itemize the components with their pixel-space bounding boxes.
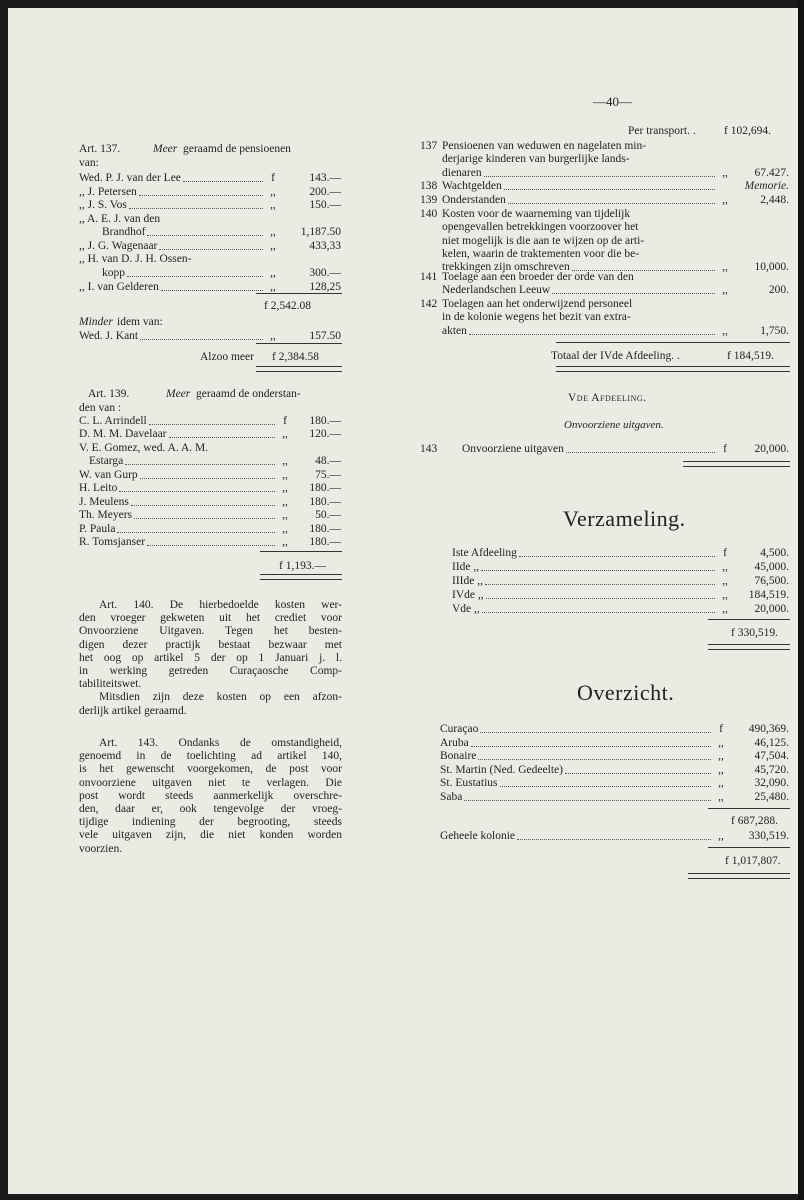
art139-double-rule [260, 574, 342, 580]
geheele-amount: 330,519. [748, 830, 789, 842]
afdeeling5-title: Vde Afdeeling. [568, 392, 647, 404]
art137-row-2-leader [129, 208, 263, 209]
item-137-row [442, 167, 789, 180]
overzicht-row-3-label: St. Martin (Ned. Gedeelte) [440, 764, 563, 776]
art139-row-1-leader [169, 437, 275, 438]
art137-total-amount: f 2,384.58 [272, 351, 319, 363]
transport-amount: f 102,694. [724, 125, 771, 137]
art137-minder-row [79, 330, 341, 343]
art139-intro-c: geraamd de onderstan- [196, 388, 301, 400]
item-138-leader [504, 189, 715, 190]
item-138-row [442, 180, 789, 193]
art139-row-1-amount: 120.— [309, 428, 341, 440]
art137-row-0 [79, 172, 341, 185]
art137-row-1-amount: 200.— [309, 186, 341, 198]
overzicht-row-0-amount: 490,369. [748, 723, 789, 735]
item-142-number: 142 [420, 298, 438, 310]
verzameling-row-4-leader [482, 612, 715, 613]
item-140-number: 140 [420, 208, 438, 220]
art137-row-2-amount: 150.— [309, 199, 341, 211]
item-139-leader [508, 203, 715, 204]
overzicht-row-0-label: Curaçao [440, 723, 479, 735]
overzicht-row-0-currency: f [719, 723, 723, 735]
verzameling-row-2-label: IIIde ,, [452, 575, 483, 587]
art137-minder-row-amount: 157.50 [309, 330, 341, 342]
art139-row-1-currency: ,, [282, 428, 288, 440]
verzameling-total: f 330,519. [731, 627, 778, 639]
overzicht-row-2-amount: 47,504. [754, 750, 789, 762]
art137-minder-row-leader [140, 339, 263, 340]
art143-line-5: den, daar er, ook tengevolge der vroeg- [79, 803, 342, 816]
art137-row-1-leader [139, 195, 263, 196]
verzameling-row-1-amount: 45,000. [754, 561, 789, 573]
art137-row-7 [102, 267, 341, 280]
art137-row-4-leader [147, 235, 263, 236]
art143-line-2: is het gewenscht voorgekomen, de post voor [79, 763, 342, 776]
item-138-amount: Memorie. [744, 180, 789, 192]
item-137-line-1: derjarige kinderen van burgerlijke lands- [442, 153, 630, 166]
verzameling-row-0-label: Iste Afdeeling [452, 547, 517, 559]
art139-row-1-label: D. M. M. Davelaar [79, 428, 167, 440]
verzameling-title: Verzameling. [563, 506, 686, 531]
art137-sum-rule [256, 293, 342, 294]
art137-row-2 [79, 199, 341, 212]
art140-paragraph [79, 599, 342, 718]
art137-row-8-label: ,, I. van Gelderen [79, 281, 159, 293]
art139-row-4 [79, 469, 341, 482]
item-142-currency: ,, [722, 324, 728, 337]
art139-row-8-amount: 180.— [309, 523, 341, 535]
art137-minder-row-currency: ,, [270, 330, 276, 342]
overzicht-row-3-leader [565, 773, 711, 774]
item-142-line-1: in de kolonie wegens het bezit van extra- [442, 311, 631, 324]
overzicht-subtotal: f 687,288. [731, 815, 778, 827]
overzicht-row-2 [440, 750, 789, 763]
art143-line-0: Art. 143. Ondanks de omstandigheid, [99, 737, 342, 749]
art140-line-2: Onvoorziene Uitgaven. Tegen het besten- [79, 625, 342, 638]
art139-row-8-leader [117, 532, 275, 533]
art137-row-0-amount: 143.— [309, 172, 341, 184]
art140-line-6: tabiliteitswet. [79, 678, 142, 691]
item-143-amount: 20,000. [754, 443, 789, 455]
art139-row-7-label: Th. Meyers [79, 509, 133, 521]
verzameling-row-0-leader [519, 556, 715, 557]
item-141-currency: ,, [722, 284, 728, 297]
art137-total-label: Alzoo meer [200, 351, 254, 363]
art139-row-3-amount: 48.— [315, 455, 341, 467]
afd5-double-rule [683, 461, 790, 467]
totaal-label: Totaal der IVde Afdeeling. . [551, 350, 680, 362]
item-143-row [462, 443, 789, 456]
verzameling-row-3-label: IVde ,, [452, 589, 484, 601]
item-140-currency: ,, [722, 261, 728, 274]
verzameling-row-4-currency: ,, [722, 603, 728, 615]
art137-intro-b: Meer [153, 143, 178, 155]
art143-line-4: post wordt steeds aanmerkelijk overschre- [79, 789, 342, 802]
art137-minder-rule [256, 343, 342, 344]
overzicht-row-5 [440, 791, 789, 804]
art137-row-4-amount: 1,187.50 [300, 226, 341, 238]
item-141-number: 141 [420, 271, 438, 283]
item-137-leader [484, 176, 715, 177]
overzicht-row-1-label: Aruba [440, 737, 469, 749]
art139-row-0-leader [149, 424, 275, 425]
item-140-line-3: kelen, waarin de traktementen voor die be- [442, 247, 640, 260]
item-143-leader [566, 452, 715, 453]
art139-row-6-currency: ,, [282, 496, 288, 508]
art139-row-2-label: V. E. Gomez, wed. A. A. M. [79, 442, 209, 454]
art139-row-5-amount: 180.— [309, 482, 341, 494]
item-137-line-0: Pensioenen van weduwen en nagelaten min- [442, 140, 647, 152]
art139-intro-d: den van : [79, 402, 122, 414]
grand-total: f 1,017,807. [725, 855, 781, 867]
item-143-currency: f [723, 443, 727, 455]
overzicht-title: Overzicht. [577, 680, 675, 705]
overzicht-row-4-leader [500, 786, 711, 787]
art137-row-2-label: ,, J. S. Vos [79, 199, 127, 211]
art139-row-9-amount: 180.— [309, 536, 341, 548]
art137-row-0-leader [183, 181, 263, 182]
art139-row-0-label: C. L. Arrindell [79, 415, 147, 427]
verzameling-row-1-label: IIde ,, [452, 561, 480, 573]
verzameling-sum-rule [708, 619, 790, 620]
art139-row-5-currency: ,, [282, 482, 288, 494]
overzicht-row-3-amount: 45,720. [754, 764, 789, 776]
afdeeling5-subtitle: Onvoorziene uitgaven. [564, 419, 664, 431]
art137-row-7-currency: ,, [270, 267, 276, 279]
art139-row-4-amount: 75.— [315, 469, 341, 481]
art137-row-7-leader [127, 276, 263, 277]
overzicht-row-2-currency: ,, [718, 750, 724, 762]
verzameling-row-2 [452, 575, 789, 588]
art137-row-8-amount: 128,25 [309, 281, 341, 293]
item-138-number: 138 [420, 180, 438, 192]
art137-row-5-label: ,, J. G. Wagenaar [79, 240, 158, 252]
art143-line-7: vele uitgaven zijn, die niet konden worden [79, 829, 342, 842]
art140-line-4: het oog op artikel 5 der op 1 Januari j. l. [79, 651, 342, 664]
verzameling-row-1-leader [481, 570, 715, 571]
art139-row-1 [79, 428, 341, 441]
verzameling-row-0-amount: 4,500. [760, 547, 789, 559]
art137-row-1 [79, 186, 341, 199]
art139-row-8 [79, 523, 341, 536]
item-139-currency: ,, [722, 194, 728, 206]
art140-line-1: den vroeger gekweten uit het crediet voor [79, 612, 342, 625]
art137-row-5-leader [159, 249, 263, 250]
verzameling-row-3-currency: ,, [722, 589, 728, 601]
overzicht-row-0 [440, 723, 789, 736]
geheele-label: Geheele kolonie [440, 830, 516, 842]
art139-total: f 1,193.— [279, 560, 326, 572]
art137-row-5-currency: ,, [270, 240, 276, 252]
art139-row-0-amount: 180.— [309, 415, 341, 427]
art139-row-4-label: W. van Gurp [79, 469, 138, 481]
overzicht-row-5-amount: 25,480. [754, 791, 789, 803]
art137-intro-c: geraamd de pensioenen [183, 143, 291, 155]
verzameling-row-0 [452, 547, 789, 560]
art137-intro-d: van: [79, 157, 99, 169]
art137-row-8-leader [161, 290, 263, 291]
art143-line-6: tijdige indiening der begrooting, steeds [79, 816, 342, 829]
totaal-amount: f 184,519. [727, 350, 774, 362]
overzicht-row-3-currency: ,, [718, 764, 724, 776]
verzameling-row-2-amount: 76,500. [754, 575, 789, 587]
item-137-number: 137 [420, 140, 438, 152]
overzicht-row-1-amount: 46,125. [754, 737, 789, 749]
verzameling-row-3-leader [486, 598, 715, 599]
art139-row-7 [79, 509, 341, 522]
art139-row-6 [79, 496, 341, 509]
art137-row-6-label: ,, H. van D. J. H. Ossen- [79, 253, 192, 265]
art137-row-4-currency: ,, [270, 226, 276, 238]
item-142-row [442, 325, 789, 338]
verzameling-row-1-currency: ,, [722, 561, 728, 573]
art139-row-6-label: J. Meulens [79, 496, 129, 508]
art143-line-8: voorzien. [79, 842, 123, 855]
item-140-label: trekkingen zijn omschreven [442, 261, 570, 274]
art139-row-0-currency: f [283, 415, 287, 427]
item-141-row [442, 284, 789, 297]
art139-intro-b: Meer [166, 388, 191, 400]
art139-row-7-amount: 50.— [315, 509, 341, 521]
art137-row-7-label: kopp [102, 267, 125, 279]
overzicht-row-0-leader [480, 732, 711, 733]
art139-row-5-leader [119, 491, 275, 492]
verzameling-row-3 [452, 589, 789, 602]
art139-row-6-amount: 180.— [309, 496, 341, 508]
art139-row-9-label: R. Tomsjanser [79, 536, 146, 548]
art137-row-0-currency: f [271, 172, 275, 184]
art137-row-8-currency: ,, [270, 281, 276, 293]
art139-row-8-label: P. Paula [79, 523, 116, 535]
art137-row-1-currency: ,, [270, 186, 276, 198]
overzicht-row-4-amount: 32,090. [754, 777, 789, 789]
verzameling-row-1 [452, 561, 789, 574]
art139-row-3-leader [125, 464, 275, 465]
item-142-leader [469, 334, 715, 335]
verzameling-row-2-currency: ,, [722, 575, 728, 587]
art143-line-3: onvoorziene uitgaven niet te verlagen. Die [79, 776, 342, 789]
overzicht-row-5-label: Saba [440, 791, 463, 803]
verzameling-row-3-amount: 184,519. [748, 589, 789, 601]
verzameling-row-0-currency: f [723, 547, 727, 559]
art137-row-4 [102, 226, 341, 239]
item-140-line-1: opengevallen betrekkingen voorzoover het [442, 221, 639, 234]
item-140-line-2: niet mogelijk is die aan te wijzen op de arti- [442, 234, 645, 247]
scan-edge [798, 0, 804, 1200]
item-143-label: Onvoorziene uitgaven [462, 443, 564, 455]
afd4-sum-rule [556, 342, 790, 343]
overzicht-row-4-label: St. Eustatius [440, 777, 498, 789]
item-141-line-0: Toelage aan een broeder der orde van den [442, 271, 634, 283]
item-137-currency: ,, [722, 166, 728, 179]
verzameling-row-2-leader [485, 584, 715, 585]
art137-row-3-label: ,, A. E. J. van den [79, 213, 161, 225]
geheele-row [440, 830, 789, 843]
overzicht-row-1-currency: ,, [718, 737, 724, 749]
item-139-amount: 2,448. [760, 194, 789, 206]
art139-row-3 [89, 455, 341, 468]
overzicht-row-1-leader [471, 746, 711, 747]
overzicht-row-4 [440, 777, 789, 790]
item-142-line-0: Toelagen aan het onderwijzend personeel [442, 298, 633, 310]
art139-row-5 [79, 482, 341, 495]
art137-row-5-amount: 433,33 [309, 240, 341, 252]
art139-row-5-label: H. Leito [79, 482, 118, 494]
art137-minder-a: Minder [79, 316, 113, 328]
art139-row-3-currency: ,, [282, 455, 288, 467]
overzicht-row-3 [440, 764, 789, 777]
art140-line-7: Mitsdien zijn deze kosten op een afzon- [99, 691, 342, 704]
geheele-currency: ,, [718, 830, 724, 842]
verzameling-row-4-amount: 20,000. [754, 603, 789, 615]
transport-label: Per transport. . [628, 125, 696, 137]
item-139-row [442, 194, 789, 207]
art137-row-7-amount: 300.— [309, 267, 341, 279]
art139-row-4-currency: ,, [282, 469, 288, 481]
item-142-amount: 1,750. [760, 324, 789, 337]
overzicht-row-1 [440, 737, 789, 750]
overzicht-row-5-currency: ,, [718, 791, 724, 803]
art139-row-9-leader [147, 545, 275, 546]
art137-minder-row-label: Wed. J. Kant [79, 330, 139, 342]
art137-row-0-label: Wed. P. J. van der Lee [79, 172, 181, 184]
item-137-amount: 67.427. [754, 166, 789, 179]
art139-row-0 [79, 415, 341, 428]
art139-row-4-leader [140, 478, 275, 479]
item-140-amount: 10,000. [754, 261, 789, 274]
art143-line-1: genoemd in de toelichting ad artikel 140, [79, 750, 342, 763]
art137-minder-b: idem van: [117, 316, 163, 328]
art139-row-3-label: Estarga [89, 455, 124, 467]
art140-line-5: in werking getreden Curaçaosche Comp- [79, 665, 342, 678]
art137-row-5 [79, 240, 341, 253]
item-138-label: Wachtgelden [442, 180, 502, 192]
item-140-line-0: Kosten voor de waarneming van tijdelijk [442, 208, 631, 220]
art137-subtotal: f 2,542.08 [264, 300, 311, 312]
art139-sum-rule [260, 551, 342, 552]
item-137-label: dienaren [442, 166, 482, 179]
overzicht-sum-rule [708, 808, 790, 809]
grand-sum-rule [708, 847, 790, 848]
grand-double-rule [688, 873, 790, 879]
overzicht-row-4-currency: ,, [718, 777, 724, 789]
art139-intro-a: Art. 139. [88, 388, 130, 400]
art140-line-3: digen dezer practijk bestaat bezwaar met [79, 638, 342, 651]
item-143-number: 143 [420, 443, 438, 455]
art137-double-rule [256, 366, 342, 372]
overzicht-row-2-leader [478, 759, 711, 760]
art137-row-4-label: Brandhof [102, 226, 146, 238]
geheele-leader [517, 839, 711, 840]
art143-paragraph [79, 737, 342, 856]
item-141-amount: 200. [768, 284, 789, 297]
item-141-leader [552, 293, 715, 294]
art139-row-6-leader [131, 505, 275, 506]
art139-row-9 [79, 536, 341, 549]
art139-row-9-currency: ,, [282, 536, 288, 548]
art139-row-7-leader [134, 518, 275, 519]
art137-row-1-label: ,, J. Petersen [79, 186, 137, 198]
afd4-double-rule [556, 366, 790, 372]
item-141-label: Nederlandschen Leeuw [442, 284, 551, 297]
art139-row-8-currency: ,, [282, 523, 288, 535]
verzameling-row-4-label: Vde ,, [452, 603, 480, 615]
item-142-label: akten [442, 324, 467, 337]
overzicht-row-5-leader [464, 800, 711, 801]
art140-line-0: Art. 140. De hierbedoelde kosten wer- [99, 599, 342, 611]
art137-row-2-currency: ,, [270, 199, 276, 211]
verzameling-row-4 [452, 603, 789, 616]
page-number: —40— [593, 94, 632, 109]
verzameling-double-rule [708, 644, 790, 650]
art140-line-8: derlijk artikel geraamd. [79, 704, 187, 717]
art137-intro-a: Art. 137. [79, 143, 121, 155]
item-139-number: 139 [420, 194, 438, 206]
art139-row-7-currency: ,, [282, 509, 288, 521]
item-139-label: Onderstanden [442, 194, 506, 206]
overzicht-row-2-label: Bonaire [440, 750, 477, 762]
